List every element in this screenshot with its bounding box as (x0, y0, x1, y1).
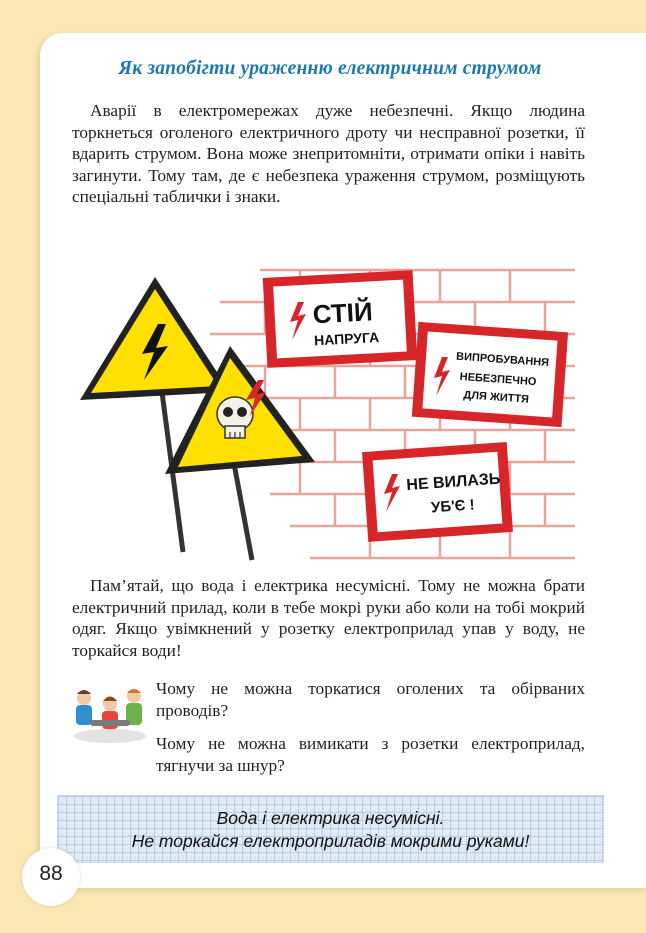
sign2-line3: ДЛЯ ЖИТТЯ (463, 389, 530, 406)
rule-note-box (57, 795, 604, 863)
testing-danger-sign (412, 322, 568, 427)
do-not-climb-sign (362, 442, 513, 542)
sign1-line1: СТІЙ (311, 296, 374, 330)
sign2-line1: ВИПРОБУВАННЯ (455, 350, 550, 370)
high-voltage-triangle-sign (80, 277, 230, 400)
sign2-line2: НЕБЕЗПЕЧНО (459, 370, 537, 389)
page-title: Як запобігти ураженню електричним струмом (118, 58, 542, 79)
question-1: Чому не можна торкатися оголених та обірваних проводів? (156, 679, 585, 720)
safety-paragraph: Пам’ятай, що вода і електрика несумісні. Тому не можна брати електричний прилад, коли в тебе мокрі руки або коли на тобі мокрий одяг. Якщо увімкнений у розетку електроприлад упав у воду, не торкайся води! (72, 576, 585, 660)
children-discussion-icon (70, 680, 150, 744)
rule-note-line-2: Не торкайся електроприладів мокрими руками! (131, 831, 530, 851)
intro-paragraph: Аварії в електромережах дуже небезпечні. Якщо людина торкнеться оголеного електричного дроту чи несправної розетки, її вдарить струмом. Вона може знепритомніти, отримати опіки і навіть загинути. Тому там, де є небезпека ураження струмом, розміщують спеціальні таблички і знаки. (72, 101, 585, 206)
rule-note-line-1: Вода і електрика несумісні. (216, 808, 445, 828)
sign3-line2: УБ'Є ! (430, 496, 476, 517)
page-number: 88 (39, 862, 63, 885)
sign3-line1: НЕ ВИЛАЗЬ (405, 470, 501, 495)
stop-voltage-sign (263, 270, 418, 368)
question-2: Чому не можна вимикати з розетки електроприлад, тягнучи за шнур? (156, 734, 585, 775)
sign1-line2: НАПРУГА (313, 328, 380, 349)
warning-signs-illustration (70, 262, 580, 562)
